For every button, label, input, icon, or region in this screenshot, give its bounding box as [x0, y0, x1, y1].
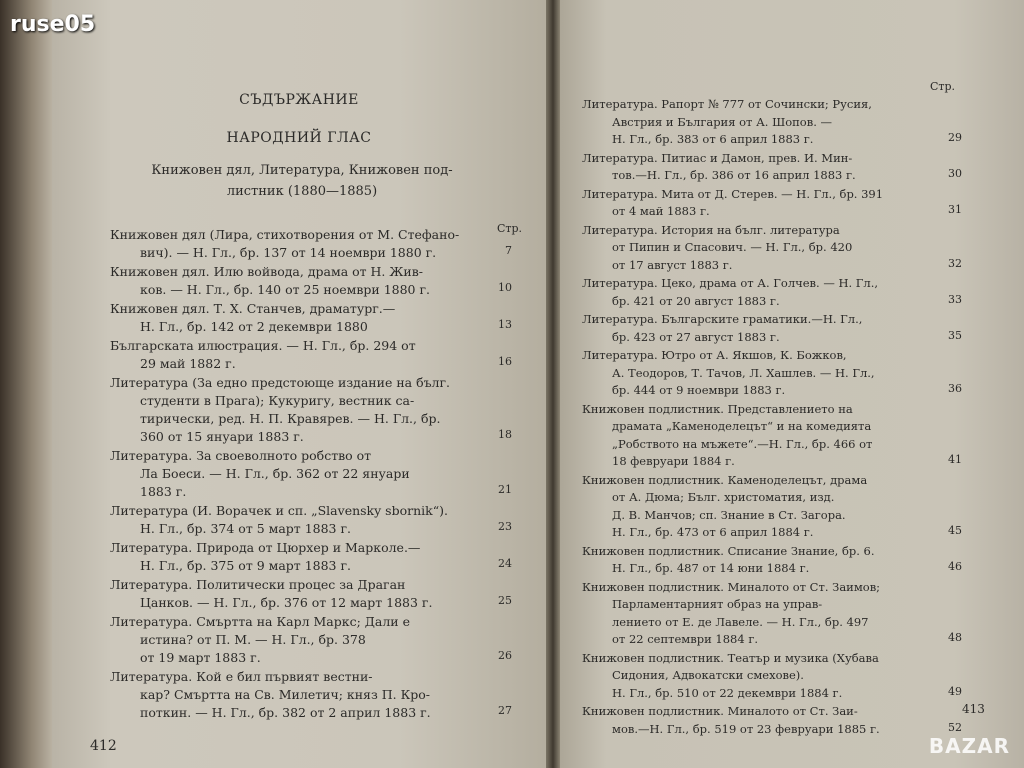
contents-title: СЪДЪРЖАНИЕ — [239, 92, 359, 108]
toc-entry-line: тов.—Н. Гл., бр. 386 от 16 април 1883 г. — [612, 168, 856, 182]
toc-entry — [582, 472, 932, 542]
page-column-label: Стр. — [930, 80, 956, 93]
toc-entry-line: Литература. Смъртта на Карл Маркс; Дали е — [110, 614, 411, 629]
toc-entry-line: Литература. Политически процес за Драган — [110, 577, 406, 592]
toc-page-number: 45 — [948, 524, 962, 537]
toc-page-number: 36 — [948, 382, 962, 395]
toc-entry-line: Н. Гл., бр. 510 от 22 декември 1884 г. — [612, 685, 843, 700]
toc-page-number: 41 — [948, 453, 962, 466]
toc-entry-line: мов.—Н. Гл., бр. 519 от 23 февруари 1885 г. — [612, 721, 880, 736]
toc-page-number: 30 — [948, 167, 962, 180]
toc-entry-line: Н. Гл., бр. 374 от 5 март 1883 г. — [140, 521, 352, 536]
toc-page-number: 10 — [498, 281, 512, 294]
toc-entry-line: вич). — Н. Гл., бр. 137 от 14 ноември 1880 г. — [140, 245, 437, 260]
right-page — [560, 0, 1024, 768]
toc-entry — [110, 263, 490, 299]
toc-page-number: 49 — [948, 684, 962, 698]
toc-entry-line: 29 май 1882 г. — [140, 356, 236, 371]
bazar-logo: BAZAR — [928, 734, 1010, 758]
toc-page-number: 18 — [498, 428, 512, 441]
page-number: 413 — [962, 702, 985, 716]
toc-page-number: 31 — [948, 203, 962, 216]
toc-entry-line: бр. 444 от 9 ноември 1883 г. — [612, 383, 786, 397]
toc-entry-line: драмата „Каменоделецът“ и на комедията — [612, 419, 872, 433]
newspaper-title: НАРОДНИЙ ГЛАС — [226, 130, 372, 146]
toc-entry-line: от А. Дюма; Бълг. христоматия, изд. — [612, 490, 835, 504]
toc-entry-line: Литература. Кой е бил първият вестни- — [110, 669, 373, 684]
toc-page-number: 33 — [948, 292, 962, 306]
toc-entry-line: Литература. Рапорт № 777 от Сочински; Русия, — [582, 97, 872, 111]
book-edge — [0, 0, 52, 768]
toc-entry — [582, 543, 932, 578]
toc-entry-line: от 4 май 1883 г. — [612, 204, 710, 218]
book-gutter — [546, 0, 560, 768]
toc-entry — [110, 668, 490, 722]
toc-entry — [582, 347, 932, 400]
toc-entry-line: тирически, ред. Н. П. Кравярев. — Н. Гл., бр. — [140, 411, 441, 426]
toc-entry-line: Н. Гл., бр. 487 от 14 юни 1884 г. — [612, 561, 810, 575]
toc-entry-line: 1883 г. — [140, 484, 187, 499]
toc-entry-line: Цанков. — Н. Гл., бр. 376 от 12 март 1883 г. — [140, 595, 433, 610]
toc-entry — [110, 539, 490, 575]
toc-page-number: 26 — [498, 649, 512, 662]
toc-entry-line: Книжовен дял. Т. Х. Станчев, драматург.— — [110, 301, 396, 316]
toc-entry — [110, 447, 490, 501]
section-heading-line: Книжовен дял, Литература, Книжовен под- — [151, 163, 453, 178]
toc-page-number: 29 — [948, 131, 962, 144]
toc-entry-line: Книжовен дял. Илю войвода, драма от Н. Жив- — [110, 264, 424, 279]
toc-entry-line: Книжовен подлистник. Театър и музика (Хубава — [582, 650, 879, 665]
toc-entry — [582, 150, 932, 185]
toc-entry — [582, 650, 932, 703]
toc-entry — [110, 374, 490, 446]
toc-entry — [582, 96, 932, 149]
toc-entry — [110, 502, 490, 538]
left-page — [52, 0, 546, 768]
page-column-label: Стр. — [497, 222, 523, 235]
toc-entry-line: Литература. Ютро от А. Якшов, К. Божков, — [582, 348, 847, 362]
page-number: 412 — [90, 738, 117, 754]
toc-page-number: 24 — [498, 557, 512, 570]
toc-entry-line: Книжовен дял (Лира, стихотворения от М. Стефано- — [110, 227, 460, 242]
toc-entry-line: А. Теодоров, Т. Тачов, Л. Хашлев. — Н. Гл., — [612, 365, 875, 380]
toc-entry — [110, 337, 490, 373]
toc-entry-line: от 19 март 1883 г. — [140, 650, 261, 665]
toc-entry-line: от Пипин и Спасович. — Н. Гл., бр. 420 — [612, 240, 853, 254]
toc-entry-line: Литература. За своеволното робство от — [110, 448, 372, 463]
toc-entry — [582, 222, 932, 275]
toc-page-number: 21 — [498, 483, 512, 496]
toc-entry — [582, 703, 932, 738]
toc-entry — [110, 613, 490, 667]
toc-entry — [110, 576, 490, 612]
toc-entry-line: Книжовен подлистник. Миналото от Ст. Заимов; — [582, 579, 881, 594]
toc-entry-line: Литература. Българските граматики.—Н. Гл., — [582, 312, 863, 326]
toc-entry-line: Книжовен подлистник. Представлението на — [582, 401, 853, 416]
seller-watermark: ruse05 — [10, 12, 96, 37]
toc-entry-line: Литература (И. Ворачек и сп. „Slavensky sbornik“). — [110, 503, 448, 518]
toc-page-number: 32 — [948, 256, 962, 270]
toc-entry-line: Литература (За едно предстоюще издание на бълг. — [110, 375, 451, 390]
toc-entry-line: студенти в Прага); Кукуригу, вестник са- — [140, 393, 415, 408]
toc-entry — [582, 186, 932, 221]
toc-entry-line: Литература. Природа от Цюрхер и Марколе.— — [110, 540, 421, 555]
toc-page-number: 16 — [498, 355, 512, 368]
toc-page-number: 7 — [505, 244, 512, 257]
toc-entry-line: 360 от 15 януари 1883 г. — [140, 429, 304, 444]
toc-page-number: 23 — [498, 520, 512, 533]
toc-entry-line: Н. Гл., бр. 383 от 6 април 1883 г. — [612, 132, 814, 146]
toc-entry-line: Н. Гл., бр. 473 от 6 април 1884 г. — [612, 525, 814, 539]
toc-entry-line: Д. В. Манчов; сп. Знание в Ст. Загора. — [612, 507, 846, 522]
toc-entry-line: от 22 септември 1884 г. — [612, 632, 759, 646]
toc-entry-line: 18 февруари 1884 г. — [612, 454, 735, 468]
toc-page-number: 46 — [948, 560, 962, 573]
toc-page-number: 35 — [948, 328, 962, 342]
toc-entry-line: Ла Боеси. — Н. Гл., бр. 362 от 22 януари — [140, 466, 410, 481]
toc-entry-line: Книжовен подлистник. Каменоделецът, драма — [582, 472, 868, 487]
toc-page-number: 25 — [498, 594, 512, 607]
toc-entry-line: от 17 август 1883 г. — [612, 257, 733, 272]
toc-entry-line: ков. — Н. Гл., бр. 140 от 25 ноември 1880 г. — [140, 282, 431, 297]
toc-entry-line: бр. 423 от 27 август 1883 г. — [612, 329, 780, 344]
toc-entry-line: лението от Е. де Лавеле. — Н. Гл., бр. 497 — [612, 614, 869, 629]
toc-page-number: 27 — [498, 704, 512, 717]
toc-entry — [582, 275, 932, 310]
toc-entry-line: Австрия и България от А. Шопов. — — [612, 114, 833, 129]
section-heading-line: листник (1880—1885) — [226, 184, 378, 199]
toc-entry-line: кар? Смъртта на Св. Милетич; княз П. Кро- — [140, 687, 431, 702]
toc-entry-line: Литература. Питиас и Дамон, прев. И. Мин- — [582, 150, 853, 165]
toc-page-number: 13 — [498, 318, 512, 331]
toc-entry — [582, 579, 932, 649]
toc-entry-line: поткин. — Н. Гл., бр. 382 от 2 април 1883 г. — [140, 705, 431, 720]
toc-entry-line: Парламентарният образ на управ- — [612, 597, 823, 611]
toc-entry-line: Сидония, Адвокатски смехове). — [612, 668, 804, 682]
toc-entry-line: Н. Гл., бр. 375 от 9 март 1883 г. — [140, 558, 352, 573]
toc-entry — [110, 300, 490, 336]
toc-entry — [110, 226, 490, 262]
toc-entry-line: „Робството на мъжете“.—Н. Гл., бр. 466 от — [612, 436, 873, 451]
toc-entry-line: истина? от П. М. — Н. Гл., бр. 378 — [140, 632, 366, 647]
toc-entry-line: Литература. Цеко, драма от А. Голчев. — Н. Гл., — [582, 276, 879, 290]
toc-entry-line: Литература. История на бълг. литература — [582, 222, 840, 237]
section-heading — [112, 160, 492, 202]
toc-entry-line: Книжовен подлистник. Списание Знание, бр. 6. — [582, 543, 875, 558]
toc-entry — [582, 401, 932, 471]
toc-entry — [582, 311, 932, 346]
toc-entry-line: бр. 421 от 20 август 1883 г. — [612, 293, 780, 308]
toc-entry-line: Н. Гл., бр. 142 от 2 декември 1880 — [140, 319, 368, 334]
toc-page-number: 48 — [948, 631, 962, 644]
toc-entry-line: Книжовен подлистник. Миналото от Ст. Заи- — [582, 704, 858, 718]
toc-entry-line: Литература. Мита от Д. Стерев. — Н. Гл., бр. 391 — [582, 186, 884, 201]
toc-page-number: 52 — [948, 720, 962, 734]
toc-entry-line: Българската илюстрация. — Н. Гл., бр. 294 от — [110, 338, 416, 353]
